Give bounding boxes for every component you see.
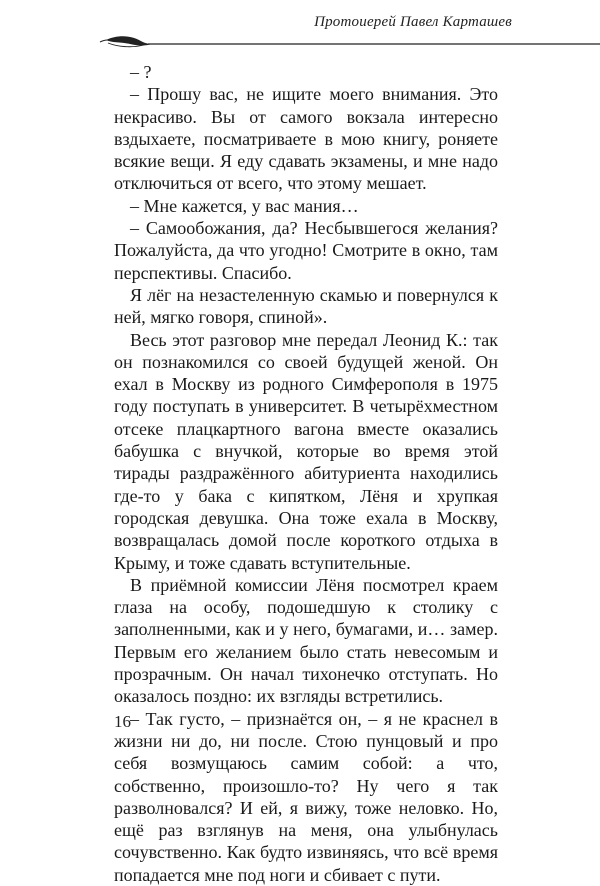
paragraph: В приёмной комиссии Лёня посмотрел краем глаза на особу, подошедшую к столику с заполненными, как и у него, бумагами, и… замер. Первым его желанием было стать невесомым и прозрачным. Он начал тихонечко отступать. Но оказалось поздно: их взгляды встретились.: [114, 574, 498, 707]
body-text: [114, 61, 498, 886]
paragraph: Я лёг на незастеленную скамью и повернулся к ней, мягко говоря, спиной».: [114, 284, 498, 328]
paragraph: – Так густо, – признаётся он, – я не краснел в жизни ни до, ни после. Стою пунцовый и про себя возмущаюсь самим собой: а что, собственно, произошло-то? Ну чего я так разволновался? И ей, я вижу, тоже неловко. Но, ещё раз взглянув на меня, она улыбнулась сочувственно. Как будто извиняясь, что всё время попадается мне под ноги и сбивает с пути.: [114, 708, 498, 885]
running-header: [0, 0, 600, 60]
paragraph: Весь этот разговор мне передал Леонид К.: так он познакомился со своей будущей женой. Он ехал в Москву из родного Симферополя в 1975 году поступать в университет. В четырёхместном отсеке плацкартного вагона вместе оказались бабушка с внучкой, которые во время этой тирады раздражённого абитуриента находились где-то у бака с кипятком, Лёня и хрупкая городская девушка. Она тоже ехала в Москву, возвращалась домой после короткого отдыха в Крыму, и тоже сдавать вступительные.: [114, 329, 498, 573]
paragraph: – ?: [130, 62, 152, 82]
paragraph: – Мне кажется, у вас мания…: [130, 195, 359, 216]
header-title: Протоиерей Павел Карташев: [314, 14, 512, 30]
paragraph: – Самообожания, да? Несбывшегося желания? Пожалуйста, да что угодно! Смотрите в окно, там перспективы. Спасибо.: [114, 218, 498, 283]
paragraph: – Прошу вас, не ищите моего внимания. Это некрасиво. Вы от самого вокзала интересно вздыхаете, посматриваете в мою книгу, роняете всякие вещи. Я еду сдавать экзамены, и мне надо отключиться от всего, что этому мешает.: [114, 84, 498, 194]
page-number: 16: [114, 712, 131, 731]
